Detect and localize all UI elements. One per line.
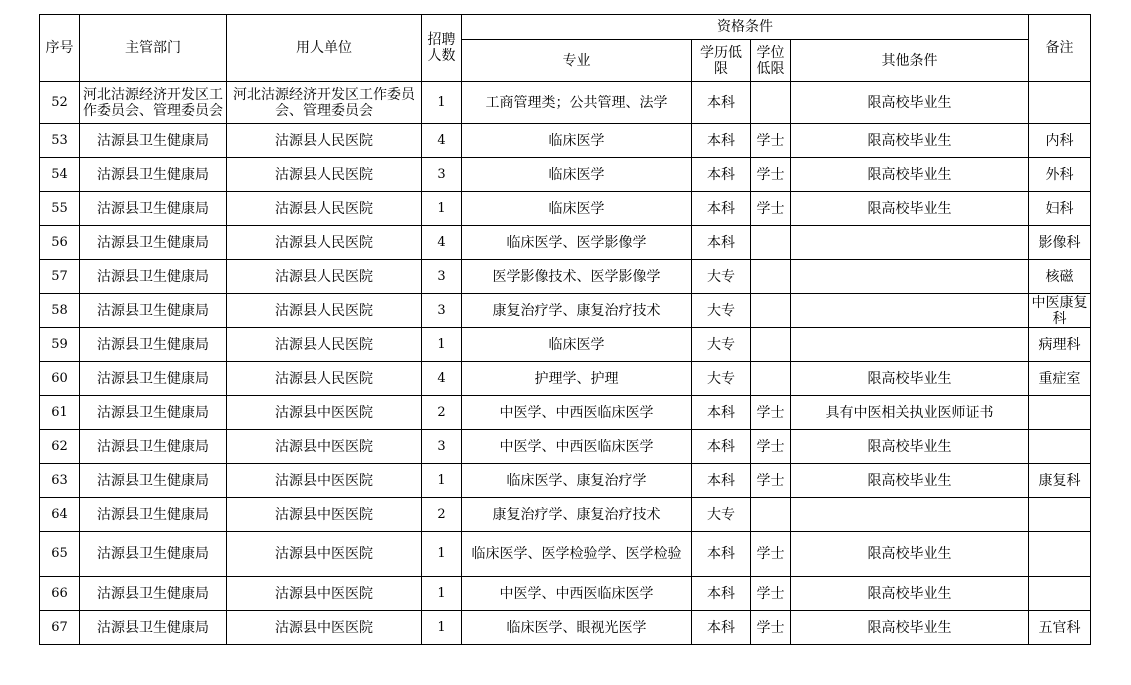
cell-count: 2	[422, 498, 462, 532]
cell-count: 4	[422, 362, 462, 396]
cell-major	[462, 532, 692, 577]
cell-edu: 大专	[692, 362, 751, 396]
cell-employer	[227, 294, 422, 328]
recruitment-table	[39, 14, 1091, 645]
cell-seq: 57	[40, 260, 80, 294]
cell-edu: 本科	[692, 82, 751, 124]
cell-other: 限高校毕业生	[791, 430, 1029, 464]
cell-employer-text: 沽源县人民医院	[275, 268, 373, 285]
cell-count: 3	[422, 260, 462, 294]
cell-remark	[1029, 328, 1091, 362]
cell-dept-text: 沽源县卫生健康局	[97, 302, 209, 319]
cell-seq: 55	[40, 192, 80, 226]
cell-edu: 本科	[692, 611, 751, 645]
cell-major	[462, 192, 692, 226]
table-row	[40, 577, 1091, 611]
cell-major	[462, 328, 692, 362]
cell-dept	[80, 464, 227, 498]
table-row	[40, 396, 1091, 430]
cell-remark-text: 外科	[1045, 166, 1074, 183]
table-row	[40, 328, 1091, 362]
cell-major-text: 护理学、护理	[534, 370, 619, 387]
cell-count: 1	[422, 82, 462, 124]
cell-dept	[80, 192, 227, 226]
cell-employer	[227, 532, 422, 577]
cell-major-text: 中医学、中西医临床医学	[499, 438, 654, 455]
cell-remark-text: 中医康复科	[1031, 294, 1088, 327]
table-row	[40, 124, 1091, 158]
table-row	[40, 430, 1091, 464]
cell-other: 具有中医相关执业医师证书	[791, 396, 1029, 430]
cell-seq: 60	[40, 362, 80, 396]
cell-employer-text: 沽源县人民医院	[275, 132, 373, 149]
cell-major-text: 中医学、中西医临床医学	[499, 404, 654, 421]
cell-edu: 本科	[692, 464, 751, 498]
cell-employer-text: 沽源县中医医院	[275, 619, 373, 636]
cell-remark-text: 影像科	[1038, 234, 1081, 251]
cell-employer-text: 河北沽源经济开发区工作委员会、管理委员会	[233, 86, 415, 119]
cell-seq: 61	[40, 396, 80, 430]
cell-remark-text: 康复科	[1038, 472, 1081, 489]
cell-count: 1	[422, 192, 462, 226]
cell-dept	[80, 226, 227, 260]
cell-major	[462, 464, 692, 498]
cell-edu: 大专	[692, 260, 751, 294]
cell-dept-text: 沽源县卫生健康局	[97, 472, 209, 489]
cell-employer	[227, 328, 422, 362]
cell-major	[462, 158, 692, 192]
cell-major-text: 临床医学	[548, 132, 605, 149]
cell-major	[462, 362, 692, 396]
cell-remark	[1029, 82, 1091, 124]
cell-major	[462, 294, 692, 328]
header-recruit-count: 招聘人数	[422, 15, 462, 82]
cell-remark	[1029, 192, 1091, 226]
cell-other: 限高校毕业生	[791, 532, 1029, 577]
cell-employer-text: 沽源县中医医院	[275, 404, 373, 421]
cell-major	[462, 226, 692, 260]
cell-dept-text: 沽源县卫生健康局	[97, 546, 209, 562]
table-row	[40, 464, 1091, 498]
cell-other	[791, 226, 1029, 260]
cell-degree	[751, 294, 791, 328]
cell-remark	[1029, 430, 1091, 464]
header-seq: 序号	[40, 15, 80, 82]
table-row	[40, 294, 1091, 328]
cell-dept-text: 沽源县卫生健康局	[97, 166, 209, 183]
table-row	[40, 532, 1091, 577]
cell-employer	[227, 577, 422, 611]
cell-major	[462, 396, 692, 430]
header-major: 专业	[462, 40, 692, 82]
cell-count: 3	[422, 158, 462, 192]
table-row	[40, 260, 1091, 294]
cell-seq: 59	[40, 328, 80, 362]
cell-degree: 学士	[751, 464, 791, 498]
cell-edu: 本科	[692, 158, 751, 192]
cell-edu: 大专	[692, 294, 751, 328]
cell-remark-text: 重症室	[1038, 370, 1081, 387]
cell-major	[462, 577, 692, 611]
cell-dept-text: 沽源县卫生健康局	[97, 506, 209, 523]
cell-remark	[1029, 260, 1091, 294]
cell-count: 3	[422, 430, 462, 464]
cell-remark	[1029, 362, 1091, 396]
cell-dept-text: 河北沽源经济开发区工作委员会、管理委员会	[83, 86, 223, 119]
cell-other: 限高校毕业生	[791, 158, 1029, 192]
table-row	[40, 498, 1091, 532]
cell-dept-text: 沽源县卫生健康局	[97, 200, 209, 217]
cell-dept	[80, 328, 227, 362]
cell-degree: 学士	[751, 396, 791, 430]
cell-edu: 大专	[692, 328, 751, 362]
cell-count: 1	[422, 464, 462, 498]
cell-degree: 学士	[751, 611, 791, 645]
cell-employer-text: 沽源县中医医院	[275, 472, 373, 489]
table-row	[40, 192, 1091, 226]
cell-other	[791, 328, 1029, 362]
header-other: 其他条件	[791, 40, 1029, 82]
cell-employer-text: 沽源县中医医院	[275, 506, 373, 523]
table-row	[40, 611, 1091, 645]
cell-degree: 学士	[751, 430, 791, 464]
cell-major	[462, 124, 692, 158]
cell-dept	[80, 260, 227, 294]
header-employer: 用人单位	[227, 15, 422, 82]
cell-seq: 62	[40, 430, 80, 464]
cell-employer	[227, 430, 422, 464]
cell-degree	[751, 226, 791, 260]
cell-dept-text: 沽源县卫生健康局	[97, 268, 209, 285]
cell-seq: 64	[40, 498, 80, 532]
cell-remark-text: 五官科	[1038, 619, 1081, 636]
cell-degree: 学士	[751, 124, 791, 158]
cell-other: 限高校毕业生	[791, 611, 1029, 645]
cell-dept-text: 沽源县卫生健康局	[97, 404, 209, 421]
cell-count: 2	[422, 396, 462, 430]
cell-remark-text: 病理科	[1038, 336, 1081, 353]
cell-remark-text: 妇科	[1045, 200, 1074, 217]
cell-remark	[1029, 294, 1091, 328]
cell-major-text: 临床医学、康复治疗学	[506, 472, 647, 489]
cell-remark	[1029, 464, 1091, 498]
cell-other: 限高校毕业生	[791, 577, 1029, 611]
cell-employer	[227, 498, 422, 532]
cell-employer-text: 沽源县中医医院	[275, 585, 373, 602]
cell-major	[462, 498, 692, 532]
cell-degree	[751, 362, 791, 396]
cell-dept	[80, 362, 227, 396]
cell-employer	[227, 362, 422, 396]
cell-dept	[80, 396, 227, 430]
cell-seq: 67	[40, 611, 80, 645]
header-remark: 备注	[1029, 15, 1091, 82]
cell-degree	[751, 82, 791, 124]
cell-seq: 54	[40, 158, 80, 192]
cell-employer-text: 沽源县人民医院	[275, 336, 373, 353]
cell-degree: 学士	[751, 192, 791, 226]
cell-employer	[227, 82, 422, 124]
cell-edu: 本科	[692, 192, 751, 226]
cell-seq: 63	[40, 464, 80, 498]
cell-dept-text: 沽源县卫生健康局	[97, 132, 209, 149]
cell-major-text: 临床医学	[548, 336, 605, 353]
header-edu: 学历低限	[692, 40, 751, 82]
cell-seq: 52	[40, 82, 80, 124]
table-row	[40, 158, 1091, 192]
cell-remark-text: 内科	[1045, 132, 1074, 149]
cell-employer	[227, 192, 422, 226]
cell-count: 1	[422, 532, 462, 577]
cell-employer	[227, 124, 422, 158]
cell-employer-text: 沽源县人民医院	[275, 200, 373, 217]
cell-major-text: 康复治疗学、康复治疗技术	[492, 506, 661, 523]
cell-dept	[80, 611, 227, 645]
table-body	[40, 82, 1091, 645]
cell-major	[462, 82, 692, 124]
cell-dept	[80, 294, 227, 328]
cell-count: 1	[422, 611, 462, 645]
cell-major-text: 临床医学、医学检验学、医学检验	[471, 546, 682, 562]
cell-degree	[751, 328, 791, 362]
cell-employer	[227, 464, 422, 498]
cell-remark	[1029, 158, 1091, 192]
cell-major-text: 康复治疗学、康复治疗技术	[492, 302, 661, 319]
cell-degree	[751, 498, 791, 532]
cell-employer-text: 沽源县人民医院	[275, 302, 373, 319]
cell-dept	[80, 158, 227, 192]
cell-employer-text: 沽源县中医医院	[275, 546, 373, 562]
cell-seq: 58	[40, 294, 80, 328]
cell-employer-text: 沽源县人民医院	[275, 370, 373, 387]
cell-employer	[227, 226, 422, 260]
cell-dept	[80, 124, 227, 158]
cell-employer-text: 沽源县人民医院	[275, 166, 373, 183]
cell-employer	[227, 611, 422, 645]
header-degree: 学位低限	[751, 40, 791, 82]
cell-major-text: 临床医学	[548, 166, 605, 183]
cell-seq: 65	[40, 532, 80, 577]
cell-dept	[80, 532, 227, 577]
cell-major	[462, 430, 692, 464]
cell-edu: 本科	[692, 396, 751, 430]
cell-remark-text: 核磁	[1045, 268, 1074, 285]
cell-other: 限高校毕业生	[791, 82, 1029, 124]
table-row	[40, 362, 1091, 396]
cell-seq: 53	[40, 124, 80, 158]
cell-degree	[751, 260, 791, 294]
cell-remark	[1029, 226, 1091, 260]
cell-major-text: 医学影像技术、医学影像学	[492, 268, 661, 285]
header-dept: 主管部门	[80, 15, 227, 82]
cell-employer-text: 沽源县人民医院	[275, 234, 373, 251]
cell-other: 限高校毕业生	[791, 124, 1029, 158]
cell-other	[791, 260, 1029, 294]
cell-dept	[80, 430, 227, 464]
cell-degree: 学士	[751, 532, 791, 577]
cell-count: 3	[422, 294, 462, 328]
cell-dept-text: 沽源县卫生健康局	[97, 438, 209, 455]
cell-seq: 66	[40, 577, 80, 611]
cell-count: 4	[422, 226, 462, 260]
cell-employer	[227, 260, 422, 294]
table-row	[40, 226, 1091, 260]
cell-other	[791, 498, 1029, 532]
cell-count: 1	[422, 328, 462, 362]
cell-major-text: 中医学、中西医临床医学	[499, 585, 654, 602]
cell-dept-text: 沽源县卫生健康局	[97, 370, 209, 387]
cell-count: 1	[422, 577, 462, 611]
cell-remark	[1029, 611, 1091, 645]
cell-dept	[80, 82, 227, 124]
cell-edu: 本科	[692, 532, 751, 577]
table-row	[40, 82, 1091, 124]
cell-degree: 学士	[751, 577, 791, 611]
cell-degree: 学士	[751, 158, 791, 192]
cell-edu: 本科	[692, 430, 751, 464]
cell-major-text: 工商管理类；公共管理、法学	[485, 94, 668, 111]
cell-other	[791, 294, 1029, 328]
cell-edu: 本科	[692, 124, 751, 158]
cell-remark	[1029, 532, 1091, 577]
cell-edu: 大专	[692, 498, 751, 532]
cell-edu: 本科	[692, 226, 751, 260]
cell-seq: 56	[40, 226, 80, 260]
cell-dept	[80, 498, 227, 532]
cell-dept-text: 沽源县卫生健康局	[97, 336, 209, 353]
cell-other: 限高校毕业生	[791, 192, 1029, 226]
cell-other: 限高校毕业生	[791, 362, 1029, 396]
cell-other: 限高校毕业生	[791, 464, 1029, 498]
cell-remark	[1029, 577, 1091, 611]
cell-remark	[1029, 396, 1091, 430]
cell-count: 4	[422, 124, 462, 158]
cell-major-text: 临床医学	[548, 200, 605, 217]
cell-major-text: 临床医学、医学影像学	[506, 234, 647, 251]
header-qualifications: 资格条件	[462, 15, 1029, 40]
cell-dept-text: 沽源县卫生健康局	[97, 585, 209, 602]
cell-edu: 本科	[692, 577, 751, 611]
cell-dept	[80, 577, 227, 611]
cell-major	[462, 611, 692, 645]
cell-remark	[1029, 498, 1091, 532]
cell-major	[462, 260, 692, 294]
cell-dept-text: 沽源县卫生健康局	[97, 619, 209, 636]
cell-employer	[227, 396, 422, 430]
cell-employer	[227, 158, 422, 192]
cell-dept-text: 沽源县卫生健康局	[97, 234, 209, 251]
cell-major-text: 临床医学、眼视光医学	[506, 619, 647, 636]
cell-employer-text: 沽源县中医医院	[275, 438, 373, 455]
cell-remark	[1029, 124, 1091, 158]
